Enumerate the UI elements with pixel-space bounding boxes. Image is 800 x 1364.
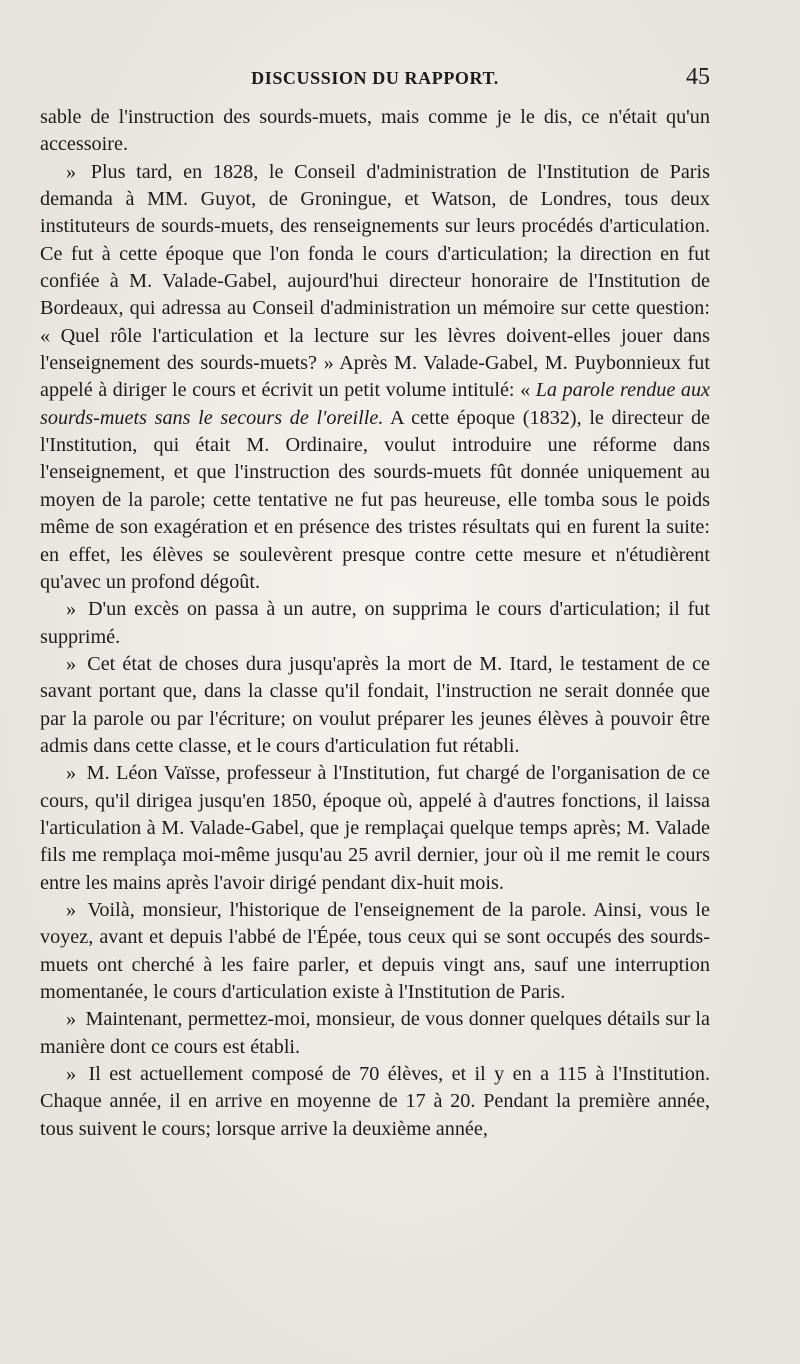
- quote-marker: »: [66, 598, 77, 621]
- quote-marker: »: [66, 160, 77, 183]
- paragraph-text: sable de l'instruction des sourds-muets, mais comme je le dis, ce n'était qu'un accessoire.: [40, 106, 710, 156]
- paragraph: [40, 159, 710, 597]
- page-header: [40, 66, 710, 96]
- quote-marker: »: [66, 762, 77, 785]
- paragraph: [40, 596, 710, 651]
- paragraph-text: Il est actuellement composé de 70 élèves, et il y en a 115 à l'Institution. Chaque année, il en arrive en moyenne de 17 à 20. Pendant la première année, tous suivent le cours; lorsque arrive la deuxième année,: [40, 1063, 710, 1140]
- paragraph-text: Plus tard, en 1828, le Conseil d'administration de l'Institution de Paris demanda à MM. Guyot, de Groningue, et Watson, de Londres, tous deux instituteurs de sourds-muets, des renseignements sur leurs procédés d'articulation. Ce fut à cette époque que l'on fonda le cours d'articulation; la direction en fut confiée à M. Valade-Gabel, aujourd'hui directeur honoraire de l'Institution de Bordeaux, qui adressa au Conseil d'administration un mémoire sur cette question: « Quel rôle l'articulation et la lecture sur les lèvres doivent-elles jouer dans l'enseignement des sourds-muets? » Après M. Valade-Gabel, M. Puybonnieux fut appelé à diriger le cours et écrivit un petit volume intitulé: «: [40, 160, 710, 402]
- paragraph-text: Maintenant, permettez-moi, monsieur, de vous donner quelques détails sur la manière dont ce cours est établi.: [40, 1008, 710, 1058]
- paragraph-text: M. Léon Vaïsse, professeur à l'Institution, fut chargé de l'organisation de ce cours, qu'il dirigea jusqu'en 1850, époque où, appelé à d'autres fonctions, il laissa l'articulation à M. Valade-Gabel, que je remplaçai quelque temps après; M. Valade fils me remplaça moi-même jusqu'au 25 avril dernier, jour où il me remit le cours entre les mains après l'avoir dirigé pendant dix-huit mois.: [40, 762, 710, 894]
- quote-marker: »: [66, 898, 77, 921]
- page-number: 45: [686, 64, 710, 90]
- quote-marker: »: [66, 652, 77, 675]
- running-head: DISCUSSION DU RAPPORT.: [251, 68, 499, 88]
- paragraph-text: D'un excès on passa à un autre, on supprima le cours d'articulation; il fut supprimé.: [40, 598, 711, 648]
- paragraph: [40, 1006, 710, 1061]
- quote-marker: »: [66, 1063, 77, 1086]
- paragraph-text-continued: A cette époque (1832), le directeur de l'Institution, qui était M. Ordinaire, voulut introduire une réforme dans l'enseignement, et que l'instruction des sourds-muets fût donnée uniquement au moyen de la parole; cette tentative ne fut pas heureuse, elle tomba sous le poids même de son exagération et en présence des tristes résultats qui en furent la suite: en effet, les élèves se soulevèrent presque contre cette mesure et n'étudièrent qu'avec un profond dégoût.: [40, 406, 711, 593]
- paragraph: [40, 1061, 710, 1143]
- quote-marker: »: [66, 1008, 77, 1031]
- paragraph-text: Cet état de choses dura jusqu'après la mort de M. Itard, le testament de ce savant portant que, dans la classe qu'il fondait, l'instruction ne serait donnée que par la parole ou par l'écriture; on voulut préparer les jeunes élèves à pouvoir être admis dans cette classe, et le cours d'articulation fut rétabli.: [40, 652, 711, 757]
- body-text: [40, 104, 710, 1143]
- paragraph: [40, 897, 710, 1006]
- paragraph: [40, 104, 710, 159]
- book-title-italic: La parole rendue aux sourds-muets sans le secours de l'oreille.: [40, 379, 711, 429]
- paragraph: [40, 760, 710, 897]
- paragraph-text: Voilà, monsieur, l'historique de l'enseignement de la parole. Ainsi, vous le voyez, avant et depuis l'abbé de l'Épée, tous ceux qui se sont occupés des sourds-muets ont cherché à les faire parler, et depuis vingt ans, sauf une interruption momentanée, le cours d'articulation existe à l'Institution de Paris.: [40, 898, 711, 1003]
- paragraph: [40, 651, 710, 760]
